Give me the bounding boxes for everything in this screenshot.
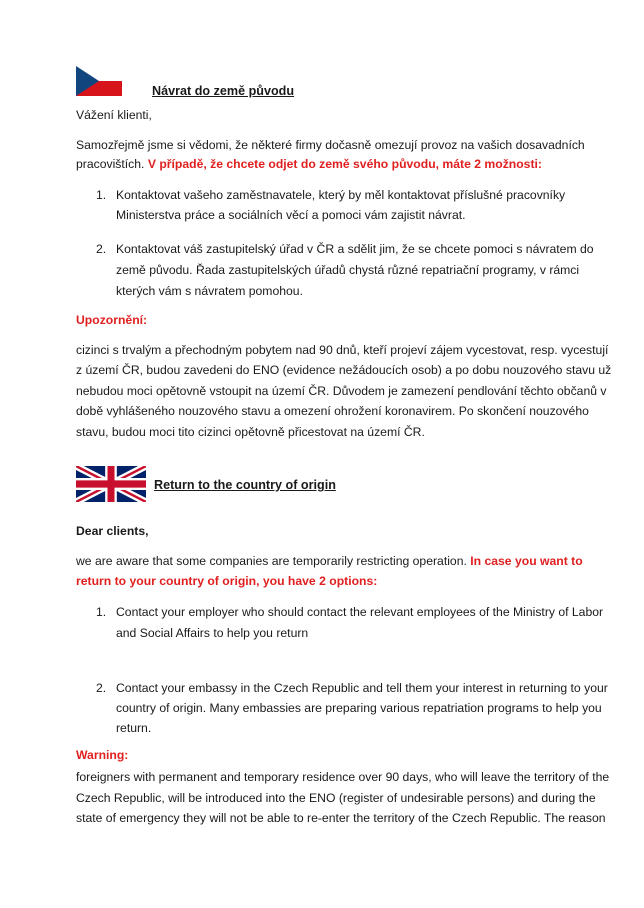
cz-option-1-line-2: Ministerstva práce a sociálních věcí a pomoci vám zajistit návrat. <box>116 208 466 222</box>
en-option-2-line-3: return. <box>116 721 152 735</box>
en-intro-highlight-2: return to your country of origin, you have 2 options: <box>76 574 378 588</box>
cz-option-2-number: 2. <box>96 242 107 256</box>
cz-warning-line-2: z území ČR, budou zavedeni do ENO (evidence nežádoucích osob) a po dobu nouzového stavu už <box>76 363 612 377</box>
cz-warning-line-4: době vyhlášeného nouzového stavu a omezení ohrožení koronavirem. Po skončení nouzového <box>76 404 589 418</box>
en-option-1-line-1: Contact your employer who should contact the relevant employees of the Ministry of Labor <box>116 605 604 619</box>
cz-option-1-line-1: Kontaktovat vašeho zaměstnavatele, který by měl kontaktovat příslušné pracovníky <box>116 188 566 202</box>
cz-option-2-line-2: země původu. Řada zastupitelských úřadů chystá různé repatriační programy, v rámci <box>116 263 580 277</box>
en-warning-line-1: foreigners with permanent and temporary residence over 90 days, who will leave the territory of the <box>76 770 610 784</box>
cz-option-2-line-1: Kontaktovat váš zastupitelský úřad v ČR a sdělit jim, že se chcete pomoci s návratem do <box>116 242 594 256</box>
en-option-1-number: 1. <box>96 605 107 619</box>
en-intro-highlight-1: In case you want to <box>470 554 583 568</box>
cz-option-1-number: 1. <box>96 188 107 202</box>
cz-option-2-line-3: kterých vám s návratem pomohou. <box>116 284 303 298</box>
en-heading: Return to the country of origin <box>154 478 336 492</box>
cz-intro-line-1: Samozřejmě jsme si vědomi, že některé firmy dočasně omezují provoz na vašich dosavadních <box>76 138 585 152</box>
cz-heading: Návrat do země původu <box>152 84 295 98</box>
czech-flag-icon <box>76 66 122 96</box>
en-intro-line-2 <box>76 573 377 589</box>
uk-flag-icon <box>76 466 146 502</box>
cz-warning-label: Upozornění: <box>76 313 148 327</box>
cz-warning-line-1: cizinci s trvalým a přechodným pobytem nad 90 dnů, kteří projeví zájem vycestovat, resp. vycestují <box>76 343 609 357</box>
cz-warning-line-5: stavu, budou moci tito cizinci opětovně přicestovat na území ČR. <box>76 425 425 439</box>
en-option-2-number: 2. <box>96 681 107 695</box>
cz-intro-highlight: V případě, že chcete odjet do země svého původu, máte 2 možnosti: <box>147 157 542 171</box>
en-intro-line-1: we are aware that some companies are temporarily restricting operation. In case you want to <box>76 554 583 568</box>
en-option-1-line-2: and Social Affairs to help you return <box>116 626 309 640</box>
en-warning-line-3: state of emergency they will not be able to re-enter the territory of the Czech Republic. The reason <box>76 811 606 825</box>
en-warning-line-2: Czech Republic, will be introduced into the ENO (register of undesirable persons) and during the <box>76 791 596 805</box>
cz-warning-line-3: nebudou moci opětovně vstoupit na území ČR. Důvodem je zamezení pendlování těchto občanů v <box>76 384 607 398</box>
en-warning-label: Warning: <box>76 748 129 762</box>
en-option-2-line-1: Contact your embassy in the Czech Republic and tell them your interest in returning to your <box>116 681 608 695</box>
en-option-2-line-2: country of origin. Many embassies are preparing various repatriation programs to help you <box>116 701 602 715</box>
cz-greeting: Vážení klienti, <box>76 108 152 122</box>
cz-intro-line-2: pracovištích. V případě, že chcete odjet do země svého původu, máte 2 možnosti: <box>76 157 542 171</box>
en-greeting: Dear clients, <box>76 524 149 538</box>
